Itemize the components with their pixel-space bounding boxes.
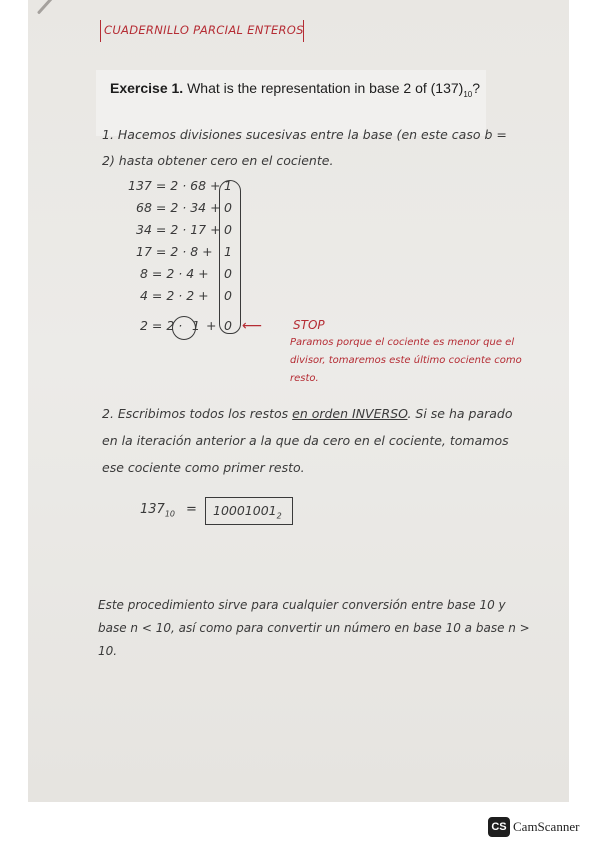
division-row [136, 200, 232, 215]
division-lhs: 68 = 2 · 34 + [136, 200, 221, 215]
division-row [140, 288, 232, 303]
exercise-base-subscript: 10 [463, 89, 473, 99]
step-2-text [102, 400, 532, 481]
step-2-after: . Si se ha parado en la iteración anterior a la que da cero en el cociente, tomamos ese cociente como primer resto. [102, 406, 513, 475]
camscanner-name: CamScanner [513, 819, 580, 834]
division-remainder: 0 [224, 222, 232, 237]
division-row [128, 178, 232, 193]
result-lhs-number: 137 [140, 502, 165, 517]
camscanner-logo-icon: CS [488, 817, 510, 837]
division-remainder: 0 [224, 200, 232, 215]
division-lhs: 8 = 2 · 4 + [140, 266, 209, 281]
stop-arrow-icon: ⟵ [242, 318, 263, 334]
exercise-question: What is the representation in base 2 of (137) [187, 80, 464, 96]
division-lhs: 34 = 2 · 17 + [136, 222, 221, 237]
result-lhs [140, 502, 175, 519]
division-lhs: 2 = 2 · [140, 318, 183, 333]
stop-label: STOP [293, 318, 325, 332]
result-binary: 10001001 [213, 503, 277, 518]
result-lhs-base: 10 [164, 509, 176, 519]
step-2-before: 2. Escribimos todos los restos [102, 406, 293, 421]
notebook-title: CUADERNILLO PARCIAL ENTEROS [104, 23, 304, 37]
stop-note: Paramos porque el cociente es menor que el divisor, tomaremos este último cociente como resto. [290, 337, 522, 384]
division-row [136, 244, 232, 259]
division-row [136, 222, 232, 237]
division-lhs: 17 = 2 · 8 + [136, 244, 213, 259]
final-plus: + [206, 318, 217, 333]
exercise-label: Exercise 1. [110, 80, 184, 96]
division-lhs: 137 = 2 · 68 + [128, 178, 221, 193]
division-remainder: 0 [224, 318, 232, 333]
division-remainder: 1 [224, 178, 232, 193]
division-remainder: 0 [224, 266, 232, 281]
camscanner-watermark [488, 817, 579, 837]
result-equals: = [186, 502, 197, 517]
division-remainder: 0 [224, 288, 232, 303]
step-1-text: 1. Hacemos divisiones sucesivas entre la base (en este caso b = 2) hasta obtener cero en el cociente. [102, 127, 507, 168]
step-3-text: Este procedimiento sirve para cualquier conversión entre base 10 y base n < 10, así como para convertir un número en base 10 a base n > 10. [98, 598, 530, 658]
division-lhs: 4 = 2 · 2 + [140, 288, 209, 303]
remainders-bracket [219, 180, 241, 334]
exercise-statement [110, 80, 480, 99]
result-binary-base: 2 [276, 511, 282, 521]
step-2-emphasis: en orden INVERSO [292, 406, 408, 421]
division-row [140, 266, 232, 281]
exercise-qmark: ? [472, 80, 481, 96]
result-value [213, 503, 282, 521]
division-remainder: 1 [224, 244, 232, 259]
final-quotient: 1 [192, 318, 200, 333]
quotient-circle [172, 316, 196, 340]
